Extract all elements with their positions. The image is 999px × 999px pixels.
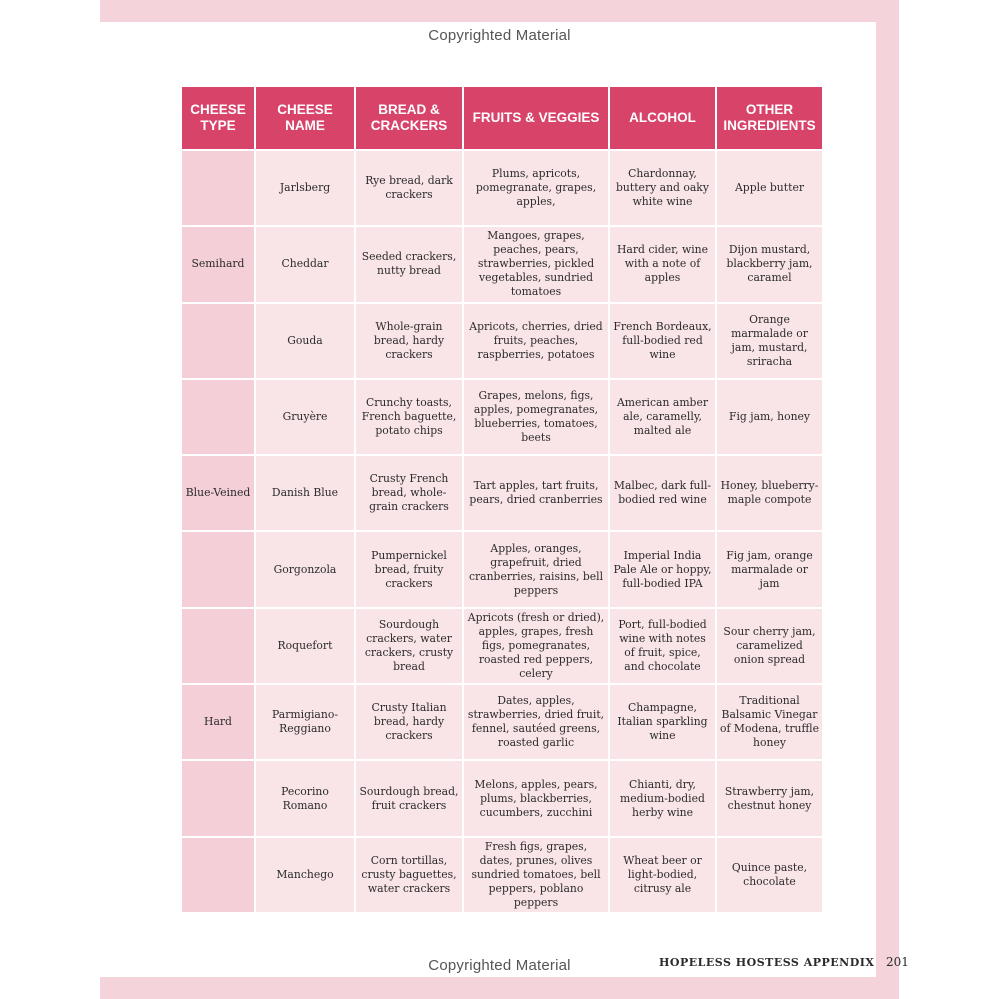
cell-other: Apple butter — [717, 151, 822, 225]
cell-cheese-name: Roquefort — [256, 609, 354, 683]
cell-fruits: Apples, oranges, grapefruit, dried cranberries, raisins, bell peppers — [464, 532, 608, 606]
cell-bread: Rye bread, dark crackers — [356, 151, 462, 225]
cell-other: Dijon mustard, blackberry jam, caramel — [717, 227, 822, 301]
cell-fruits: Fresh figs, grapes, dates, prunes, olives sundried tomatoes, bell peppers, poblano peppers — [464, 838, 608, 912]
table-row — [182, 761, 822, 835]
cell-alcohol: Chianti, dry, medium-bodied herby wine — [610, 761, 715, 835]
table-row — [182, 456, 822, 530]
cell-cheese-name: Pecorino Romano — [256, 761, 354, 835]
copyright-watermark-bottom: Copyrighted Material — [428, 957, 571, 974]
cell-cheese-name: Gouda — [256, 304, 354, 378]
cell-other: Strawberry jam, chestnut honey — [717, 761, 822, 835]
cell-alcohol: Champagne, Italian sparkling wine — [610, 685, 715, 759]
cell-cheese-name: Parmigiano-Reggiano — [256, 685, 354, 759]
page-footer — [659, 955, 909, 969]
cell-cheese-type — [182, 304, 254, 378]
cell-bread: Sourdough bread, fruit crackers — [356, 761, 462, 835]
cell-fruits: Apricots (fresh or dried), apples, grapes, fresh figs, pomegranates, roasted red peppers, celery — [464, 609, 608, 683]
cell-cheese-type — [182, 532, 254, 606]
cell-fruits: Dates, apples, strawberries, dried fruit, fennel, sautéed greens, roasted garlic — [464, 685, 608, 759]
cell-cheese-name: Gruyère — [256, 380, 354, 454]
cell-cheese-type — [182, 838, 254, 912]
cell-cheese-type: Hard — [182, 685, 254, 759]
cell-alcohol: Chardonnay, buttery and oaky white wine — [610, 151, 715, 225]
cell-bread: Pumpernickel bread, fruity crackers — [356, 532, 462, 606]
cell-fruits: Tart apples, tart fruits, pears, dried cranberries — [464, 456, 608, 530]
cell-alcohol: Imperial India Pale Ale or hoppy, full-bodied IPA — [610, 532, 715, 606]
cell-cheese-name: Gorgonzola — [256, 532, 354, 606]
cell-alcohol: Wheat beer or light-bodied, citrusy ale — [610, 838, 715, 912]
cell-bread: Crusty Italian bread, hardy crackers — [356, 685, 462, 759]
header-alcohol: ALCOHOL — [610, 87, 715, 149]
header-other-ingredients: OTHER INGREDIENTS — [717, 87, 822, 149]
table-header-row — [182, 87, 822, 149]
cell-other: Fig jam, honey — [717, 380, 822, 454]
cell-alcohol: Hard cider, wine with a note of apples — [610, 227, 715, 301]
table-row — [182, 227, 822, 301]
cell-other: Quince paste, chocolate — [717, 838, 822, 912]
cell-alcohol: French Bordeaux, full-bodied red wine — [610, 304, 715, 378]
cell-fruits: Melons, apples, pears, plums, blackberries, cucumbers, zucchini — [464, 761, 608, 835]
table-row — [182, 685, 822, 759]
header-cheese-type: CHEESE TYPE — [182, 87, 254, 149]
cell-fruits: Mangoes, grapes, peaches, pears, strawberries, pickled vegetables, sundried tomatoes — [464, 227, 608, 301]
cell-cheese-name: Cheddar — [256, 227, 354, 301]
cell-cheese-name: Manchego — [256, 838, 354, 912]
cell-alcohol: Port, full-bodied wine with notes of fruit, spice, and chocolate — [610, 609, 715, 683]
table-row — [182, 380, 822, 454]
table-row — [182, 609, 822, 683]
cell-other: Fig jam, orange marmalade or jam — [717, 532, 822, 606]
table-row — [182, 151, 822, 225]
cell-bread: Crusty French bread, whole-grain crackers — [356, 456, 462, 530]
cell-bread: Corn tortillas, crusty baguettes, water crackers — [356, 838, 462, 912]
cell-other: Honey, blueberry-maple compote — [717, 456, 822, 530]
header-fruits-veggies: FRUITS & VEGGIES — [464, 87, 608, 149]
cell-other: Traditional Balsamic Vinegar of Modena, truffle honey — [717, 685, 822, 759]
footer-title: HOPELESS HOSTESS APPENDIX — [659, 956, 875, 969]
cell-bread: Seeded crackers, nutty bread — [356, 227, 462, 301]
copyright-watermark-top: Copyrighted Material — [428, 27, 571, 44]
cell-alcohol: American amber ale, caramelly, malted ale — [610, 380, 715, 454]
table-row — [182, 838, 822, 912]
cell-bread: Sourdough crackers, water crackers, crusty bread — [356, 609, 462, 683]
cell-cheese-name: Danish Blue — [256, 456, 354, 530]
cell-fruits: Grapes, melons, figs, apples, pomegranates, blueberries, tomatoes, beets — [464, 380, 608, 454]
cell-alcohol: Malbec, dark full-bodied red wine — [610, 456, 715, 530]
cell-cheese-type — [182, 151, 254, 225]
cell-fruits: Plums, apricots, pomegranate, grapes, apples, — [464, 151, 608, 225]
table-row — [182, 532, 822, 606]
page-number: 201 — [885, 955, 909, 969]
cell-cheese-type: Semihard — [182, 227, 254, 301]
cell-bread: Crunchy toasts, French baguette, potato chips — [356, 380, 462, 454]
cheese-pairing-table — [180, 85, 824, 914]
cell-cheese-type: Blue-Veined — [182, 456, 254, 530]
cell-bread: Whole-grain bread, hardy crackers — [356, 304, 462, 378]
header-bread-crackers: BREAD & CRACKERS — [356, 87, 462, 149]
header-cheese-name: CHEESE NAME — [256, 87, 354, 149]
cell-other: Orange marmalade or jam, mustard, sriracha — [717, 304, 822, 378]
cell-fruits: Apricots, cherries, dried fruits, peaches, raspberries, potatoes — [464, 304, 608, 378]
table-row — [182, 304, 822, 378]
cell-cheese-type — [182, 761, 254, 835]
cell-cheese-name: Jarlsberg — [256, 151, 354, 225]
cell-other: Sour cherry jam, caramelized onion spread — [717, 609, 822, 683]
cell-cheese-type — [182, 380, 254, 454]
cell-cheese-type — [182, 609, 254, 683]
